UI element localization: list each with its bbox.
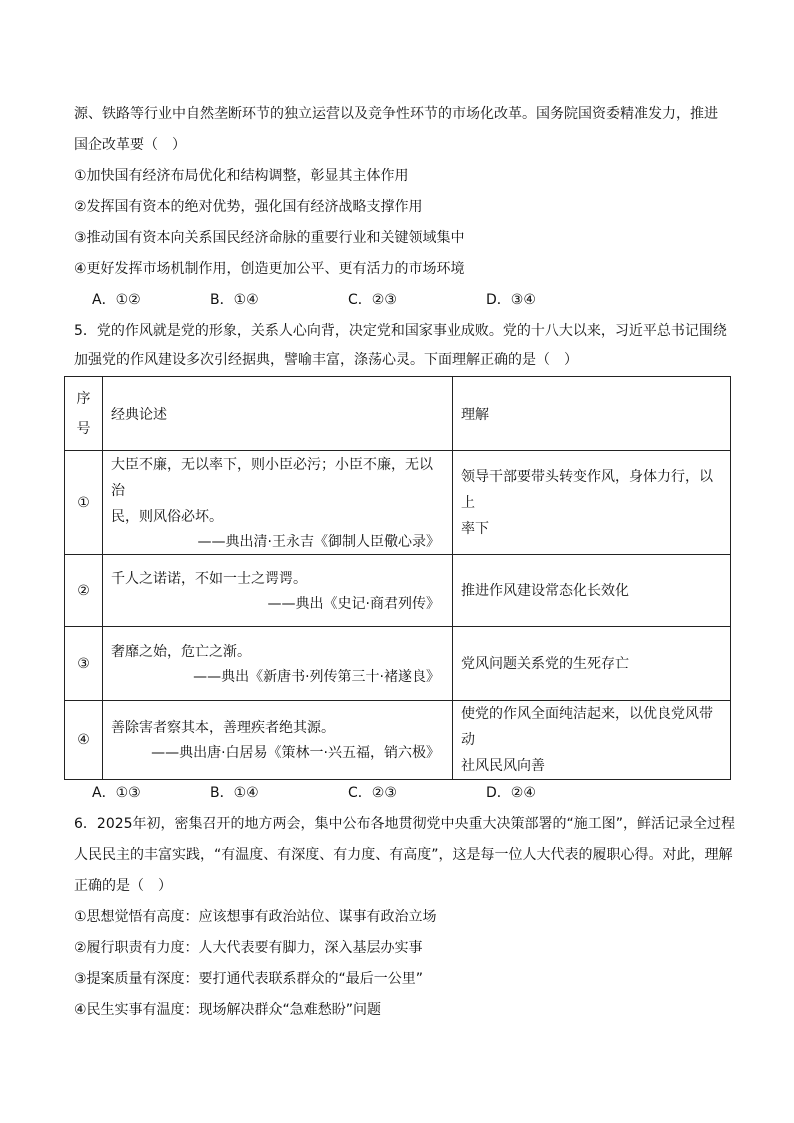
quote-source: ——典出《新唐书·列传第三十·褚遂良》 xyxy=(193,668,440,685)
quote-line: 善除害者察其本，善理疾者绝其源。 xyxy=(111,720,335,736)
q6-statement-4: ④民生实事有温度：现场解决群众“急难愁盼”问题 xyxy=(74,1002,382,1018)
q4-option-c[interactable]: C．②③ xyxy=(348,292,397,308)
row-quote-cell xyxy=(103,627,453,701)
header-number xyxy=(65,377,103,451)
row-number: ③ xyxy=(65,627,103,701)
q6-statement-2: ②履行职责有力度：人大代表要有脚力，深入基层办实事 xyxy=(74,940,423,956)
row-quote-cell xyxy=(103,451,453,555)
q4-option-d[interactable]: D．③④ xyxy=(486,292,536,308)
q4-option-a[interactable]: A．①② xyxy=(92,292,141,308)
header-understanding: 理解 xyxy=(453,377,731,451)
q4-option-b[interactable]: B．①④ xyxy=(210,292,259,308)
quote-source: ——典出唐·白居易《策林一·兴五福，销六极》 xyxy=(151,745,440,761)
table-row xyxy=(65,555,731,627)
q5-option-c[interactable]: C．②③ xyxy=(348,785,397,801)
quote-line: 民，则风俗必坏。 xyxy=(111,508,223,525)
q5-option-a[interactable]: A．①③ xyxy=(92,785,141,801)
q4-stem-line-2: 国企改革要（ ） xyxy=(74,137,186,153)
quote-line: 奢靡之始，危亡之渐。 xyxy=(111,643,251,660)
understanding-line: 党风问题关系党的生死存亡 xyxy=(461,655,629,672)
q5-option-b[interactable]: B．①④ xyxy=(210,785,259,801)
q5-stem-line-2: 加强党的作风建设多次引经据典，譬喻丰富，涤荡心灵。下面理解正确的是（ ） xyxy=(74,352,578,368)
row-understanding-cell xyxy=(453,701,731,780)
q6-statement-3: ③提案质量有深度：要打通代表联系群众的“最后一公里” xyxy=(74,971,424,987)
understanding-line: 社风民风向善 xyxy=(461,758,545,774)
header-quote: 经典论述 xyxy=(103,377,453,451)
quote-line: 大臣不廉，无以率下，则小臣必污；小臣不廉，无以治 xyxy=(111,456,433,499)
header-number-line-2: 号 xyxy=(76,420,91,437)
table-row xyxy=(65,701,731,780)
row-quote-cell xyxy=(103,701,453,780)
row-understanding-cell xyxy=(453,555,731,627)
understanding-line: 领导干部要带头转变作风，身体力行，以上 xyxy=(461,468,713,511)
understanding-line: 率下 xyxy=(461,520,489,537)
table-row xyxy=(65,627,731,701)
q4-statement-1: ①加快国有经济布局优化和结构调整，彰显其主体作用 xyxy=(74,168,409,184)
q6-stem-line-3: 正确的是（ ） xyxy=(74,878,172,894)
understanding-line: 推进作风建设常态化长效化 xyxy=(461,582,629,599)
understanding-line: 使党的作风全面纯洁起来，以优良党风带动 xyxy=(461,706,713,748)
quote-source: ——典出《史记·商君列传》 xyxy=(267,595,440,612)
q6-stem-line-1: 6．2025年初，密集召开的地方两会，集中公布各地贯彻党中央重大决策部署的“施工图”，鲜活记录全过程 xyxy=(74,816,736,832)
row-quote-cell xyxy=(103,555,453,627)
quote-source: ——典出清·王永吉《御制人臣儆心录》 xyxy=(197,533,440,550)
header-number-line-1: 序 xyxy=(76,390,91,407)
row-understanding-cell xyxy=(453,451,731,555)
q6-stem-line-2: 人民民主的丰富实践，“有温度、有深度、有力度、有高度”，这是每一位人大代表的履职心得。对此，理解 xyxy=(74,847,733,863)
q5-quote-table xyxy=(64,376,731,780)
table-row xyxy=(65,451,731,555)
row-number: ② xyxy=(65,555,103,627)
q4-statement-3: ③推动国有资本向关系国民经济命脉的重要行业和关键领域集中 xyxy=(74,230,465,246)
q4-stem-line-1: 源、铁路等行业中自然垄断环节的独立运营以及竞争性环节的市场化改革。国务院国资委精准发力，推进 xyxy=(74,106,718,122)
q5-stem-line-1: 5．党的作风就是党的形象，关系人心向背，决定党和国家事业成败。党的十八大以来，习近平总书记围绕 xyxy=(74,323,727,339)
table-header-row xyxy=(65,377,731,451)
q4-statement-4: ④更好发挥市场机制作用，创造更加公平、更有活力的市场环境 xyxy=(74,261,465,277)
quote-line: 千人之诺诺，不如一士之谔谔。 xyxy=(111,570,307,587)
q6-statement-1: ①思想觉悟有高度：应该想事有政治站位、谋事有政治立场 xyxy=(74,909,437,925)
row-understanding-cell xyxy=(453,627,731,701)
row-number: ④ xyxy=(65,701,103,780)
q4-statement-2: ②发挥国有资本的绝对优势，强化国有经济战略支撑作用 xyxy=(74,199,423,215)
row-number: ① xyxy=(65,451,103,555)
q5-option-d[interactable]: D．②④ xyxy=(486,785,536,801)
